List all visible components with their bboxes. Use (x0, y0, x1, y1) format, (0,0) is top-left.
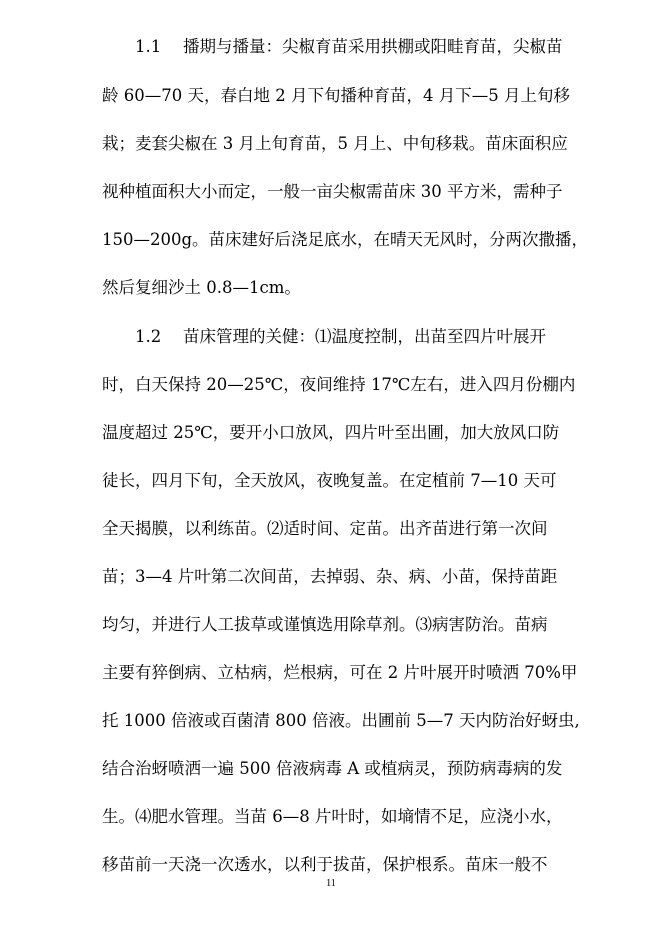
text-line: 均匀，并进行人工拔草或谨慎选用除草剂。⑶病害防治。苗病 (102, 615, 548, 634)
text-line: 托 1000 倍液或百菌清 800 倍液。出圃前 5—7 天内防治好蚜虫, (102, 711, 580, 730)
text-line: 视种植面积大小而定，一般一亩尖椒需苗床 30 平方米，需种子 (102, 182, 563, 201)
text-line: 生。⑷肥水管理。当苗 6—8 片叶时，如墒情不足，应浇小水， (102, 807, 563, 826)
text-line: 时，白天保持 20—25℃，夜间维持 17℃左右，进入四月份棚内 (102, 375, 576, 394)
text-line: 苗；3—4 片叶第二次间苗，去掉弱、杂、病、小苗，保持苗距 (102, 567, 558, 586)
text-line: 1.2 苗床管理的关健：⑴温度控制，出苗至四片叶展开 (102, 327, 546, 346)
text-line: 主要有猝倒病、立枯病，烂根病，可在 2 片叶展开时喷洒 70%甲 (102, 663, 578, 682)
text-line: 徒长，四月下旬，全天放风，夜晚复盖。在定植前 7—10 天可 (102, 471, 557, 490)
page-number: 11 (326, 878, 336, 889)
text-line: 150—200g。苗床建好后浇足底水，在晴天无风时，分两次撒播， (102, 230, 589, 249)
text-line: 龄 60—70 天，春白地 2 月下旬播种育苗，4 月下—5 月上旬移 (102, 86, 570, 105)
text-line: 温度超过 25℃，要开小口放风，四片叶至出圃，加大放风口防 (102, 423, 560, 442)
text-line: 然后复细沙土 0.8—1cm。 (102, 278, 301, 297)
text-line: 结合治蚜喷洒一遍 500 倍液病毒 A 或植病灵，预防病毒病的发 (102, 759, 563, 778)
text-line: 移苗前一天浇一次透水，以利于拔苗，保护根系。苗床一般不 (102, 855, 548, 874)
text-line: 全天揭膜，以利练苗。⑵适时间、定苗。出齐苗进行第一次间 (102, 519, 548, 538)
text-line: 栽；麦套尖椒在 3 月上旬育苗，5 月上、中旬移栽。苗床面积应 (102, 134, 568, 153)
text-line: 1.1 播期与播量：尖椒育苗采用拱棚或阳畦育苗，尖椒苗 (102, 37, 563, 56)
